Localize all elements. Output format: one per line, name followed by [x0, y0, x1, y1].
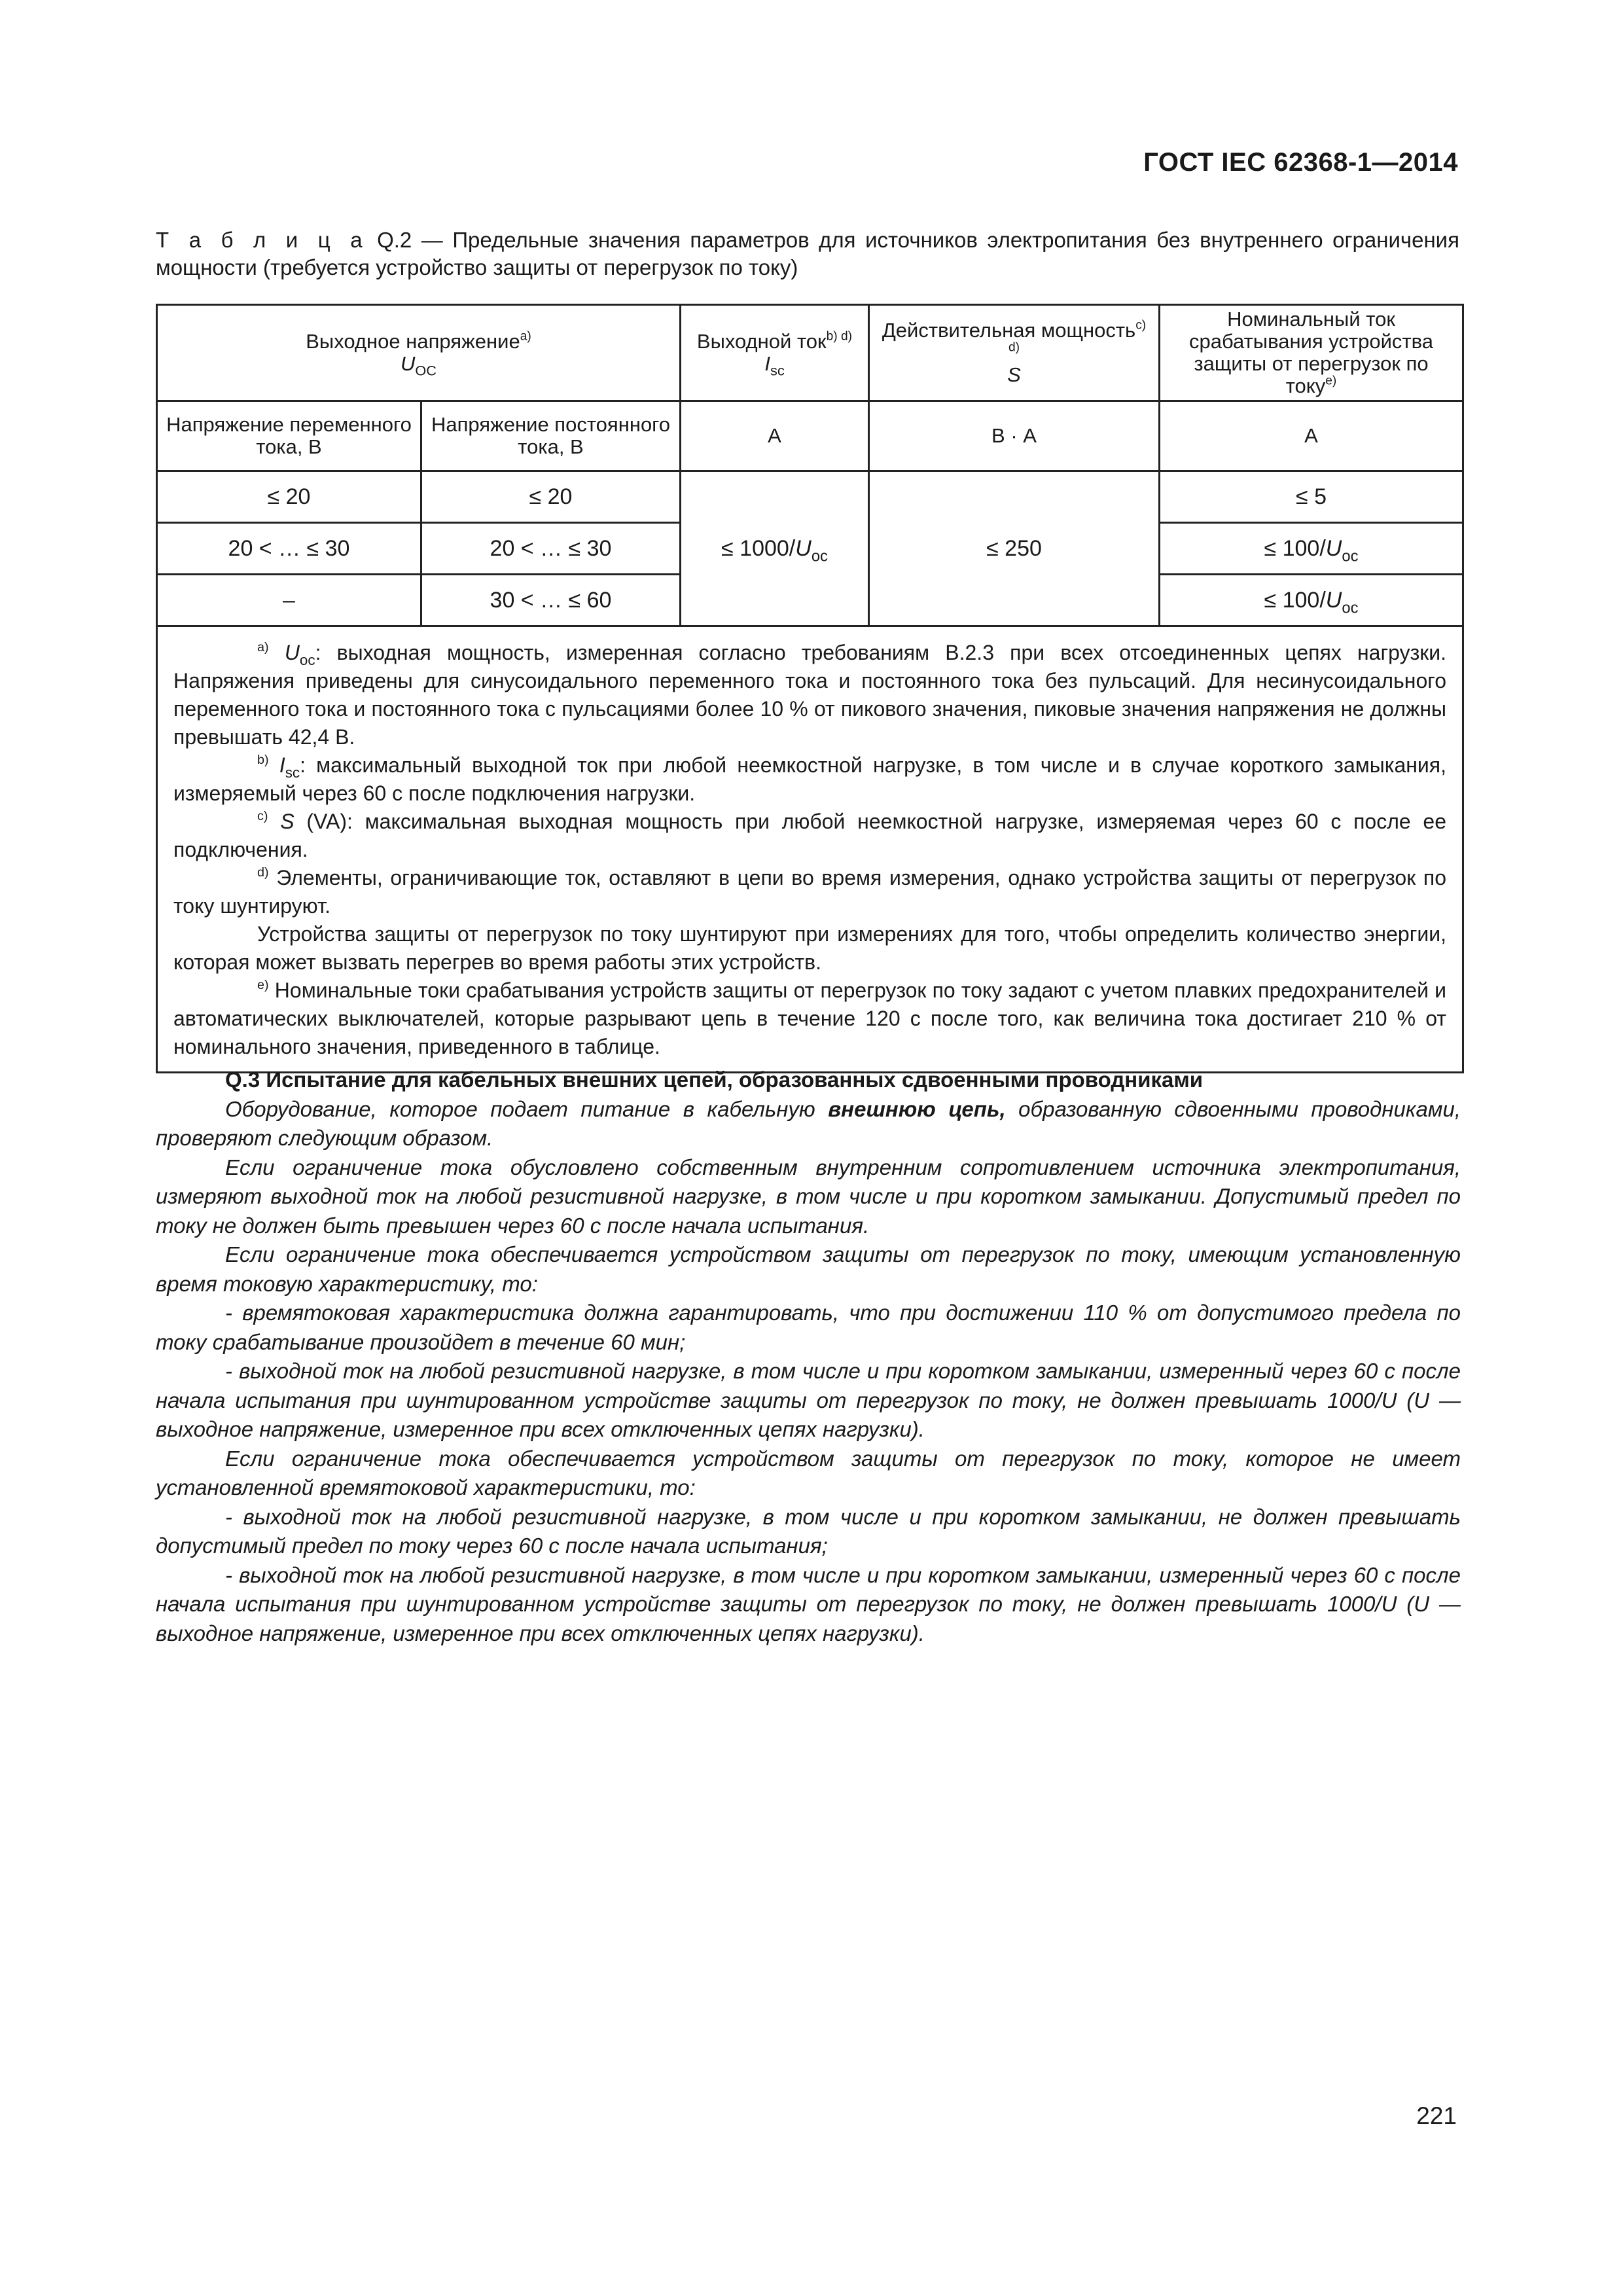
section-q3 [156, 1066, 1461, 1648]
table-notes-row [157, 626, 1463, 1073]
limits-table [156, 304, 1464, 1073]
header-power: Действительная мощность$^{c) d)}$ S [869, 305, 1160, 401]
cell-rated: ≤ 5 [1160, 471, 1463, 523]
table-subheader-row [157, 401, 1463, 471]
cell-ac: 20 < … ≤ 30 [157, 523, 421, 575]
header-voltage: Выходное напряжение$^{a)}$ $U_{OC}$ [157, 305, 681, 401]
note-c: $^{c)}$ S (VA): максимальная выходная мощность при любой неемкостной нагрузке, измеряемая через 60 с после ее подключения. [173, 809, 1447, 861]
document-header: ГОСТ IEC 62368-1—2014 [1143, 148, 1458, 177]
subheader-ac: Напряжение переменного тока, В [157, 401, 421, 471]
page-number: 221 [1416, 2102, 1457, 2129]
paragraph: Если ограничение тока обусловлено собственным внутренним сопротивлением источника электропитания, измеряют выходной ток на любой резистивной нагрузке, в том числе и при коротком замыкании. Допустимый предел по току не должен быть превышен через 60 с после начала испытания. [156, 1155, 1461, 1238]
note-d-continued: Устройства защиты от перегрузок по току шунтируют при измерениях для того, чтобы определить количество энергии, которая может вызвать перегрев во время работы этих устройств. [173, 922, 1446, 974]
cell-rated: ≤ $100/U_{oc}$ [1160, 575, 1463, 626]
section-title: Q.3 Испытание для кабельных внешних цепей, образованных сдвоенными проводниками [225, 1067, 1204, 1092]
subheader-power-unit: В · А [869, 401, 1160, 471]
note-b: $^{b)}$ $I_{sc}$: максимальный выходной ток при любой неемкостной нагрузке, в том числе и в случае короткого замыкания, измеряемый через 60 с после подключения нагрузки. [173, 753, 1447, 805]
header-current: Выходной ток$^{b) d)}$ $I_{sc}$ [681, 305, 869, 401]
paragraph: Оборудование, которое подает питание в кабельную внешнюю цепь, образованную сдвоенными проводниками, проверяют следующим образом. [156, 1096, 1461, 1150]
cell-current-merged: ≤ $1000/U_{oc}$ [681, 471, 869, 626]
note-a: $^{a)}$ $U_{oc}$: выходная мощность, измеренная согласно требованиям В.2.3 при всех отсоединенных цепях нагрузки. Напряжения приведены для синусоидального переменного тока и постоянного тока без пульсаций. Для несинусоидального переменного тока и постоянного тока с пульсациями более 10 % от пикового значения, пиковые значения напряжения не должны превышать 42,4 В. [173, 640, 1447, 749]
cell-dc: 30 < … ≤ 60 [421, 575, 681, 626]
cell-ac: – [157, 575, 421, 626]
list-item: - выходной ток на любой резистивной нагрузке, в том числе и при коротком замыкании, измеренный через 60 с после начала испытания при шунтированном устройстве защиты от перегрузок по току, не должен превышать 1000/U (U — выходное напряжение, измеренное при всех отключенных цепях нагрузки). [156, 1359, 1461, 1441]
subheader-dc: Напряжение постоянного тока, В [421, 401, 681, 471]
header-rated-current: Номинальный ток срабатывания устройства защиты от перегрузок по току$^{e)}$ [1160, 305, 1463, 401]
cell-rated: ≤ $100/U_{oc}$ [1160, 523, 1463, 575]
note-d: $^{d)}$ Элементы, ограничивающие ток, оставляют в цепи во время измерения, однако устройства защиты от перегрузок по току шунтируют. [173, 865, 1446, 918]
list-item: - выходной ток на любой резистивной нагрузке, в том числе и при коротком замыкании, не должен превышать допустимый предел по току через 60 с после начала испытания; [156, 1504, 1461, 1558]
table-caption-label: Т а б л и ц а [156, 228, 368, 252]
subheader-rated-unit: А [1160, 401, 1463, 471]
table-caption [156, 226, 1459, 281]
note-e: $^{e)}$ Номинальные токи срабатывания устройств защиты от перегрузок по току задают с учетом плавких предохранителей и автоматических выключателей, которые разрывают цепь в течение 120 с после того, как величина тока достигает 210 % от номинального значения, приведенного в таблице. [173, 978, 1446, 1058]
subheader-current-unit: А [681, 401, 869, 471]
cell-dc: ≤ 20 [421, 471, 681, 523]
list-item: - выходной ток на любой резистивной нагрузке, в том числе и при коротком замыкании, измеренный через 60 с после начала испытания при шунтированном устройстве защиты от перегрузок по току, не должен превышать 1000/U (U — выходное напряжение, измеренное при всех отключенных цепях нагрузки). [156, 1562, 1461, 1645]
table-caption-text: Q.2 — Предельные значения параметров для источников электропитания без внутреннего ограничения мощности (требуется устройство защиты от перегрузок по току) [156, 228, 1459, 279]
paragraph: Если ограничение тока обеспечивается устройством защиты от перегрузок по току, которое не имеет установленной времятоковой характеристики, то: [156, 1446, 1461, 1499]
table-notes [157, 626, 1463, 1073]
cell-power-merged: ≤ 250 [869, 471, 1160, 626]
table-row [157, 471, 1463, 523]
cell-ac: ≤ 20 [157, 471, 421, 523]
paragraph: Если ограничение тока обеспечивается устройством защиты от перегрузок по току, имеющим установленную время токовую характеристику, то: [156, 1242, 1461, 1296]
table-header-row [157, 305, 1463, 401]
cell-dc: 20 < … ≤ 30 [421, 523, 681, 575]
list-item: - времятоковая характеристика должна гарантировать, что при достижении 110 % от допустимого предела по току срабатывание произойдет в течение 60 мин; [156, 1300, 1461, 1354]
